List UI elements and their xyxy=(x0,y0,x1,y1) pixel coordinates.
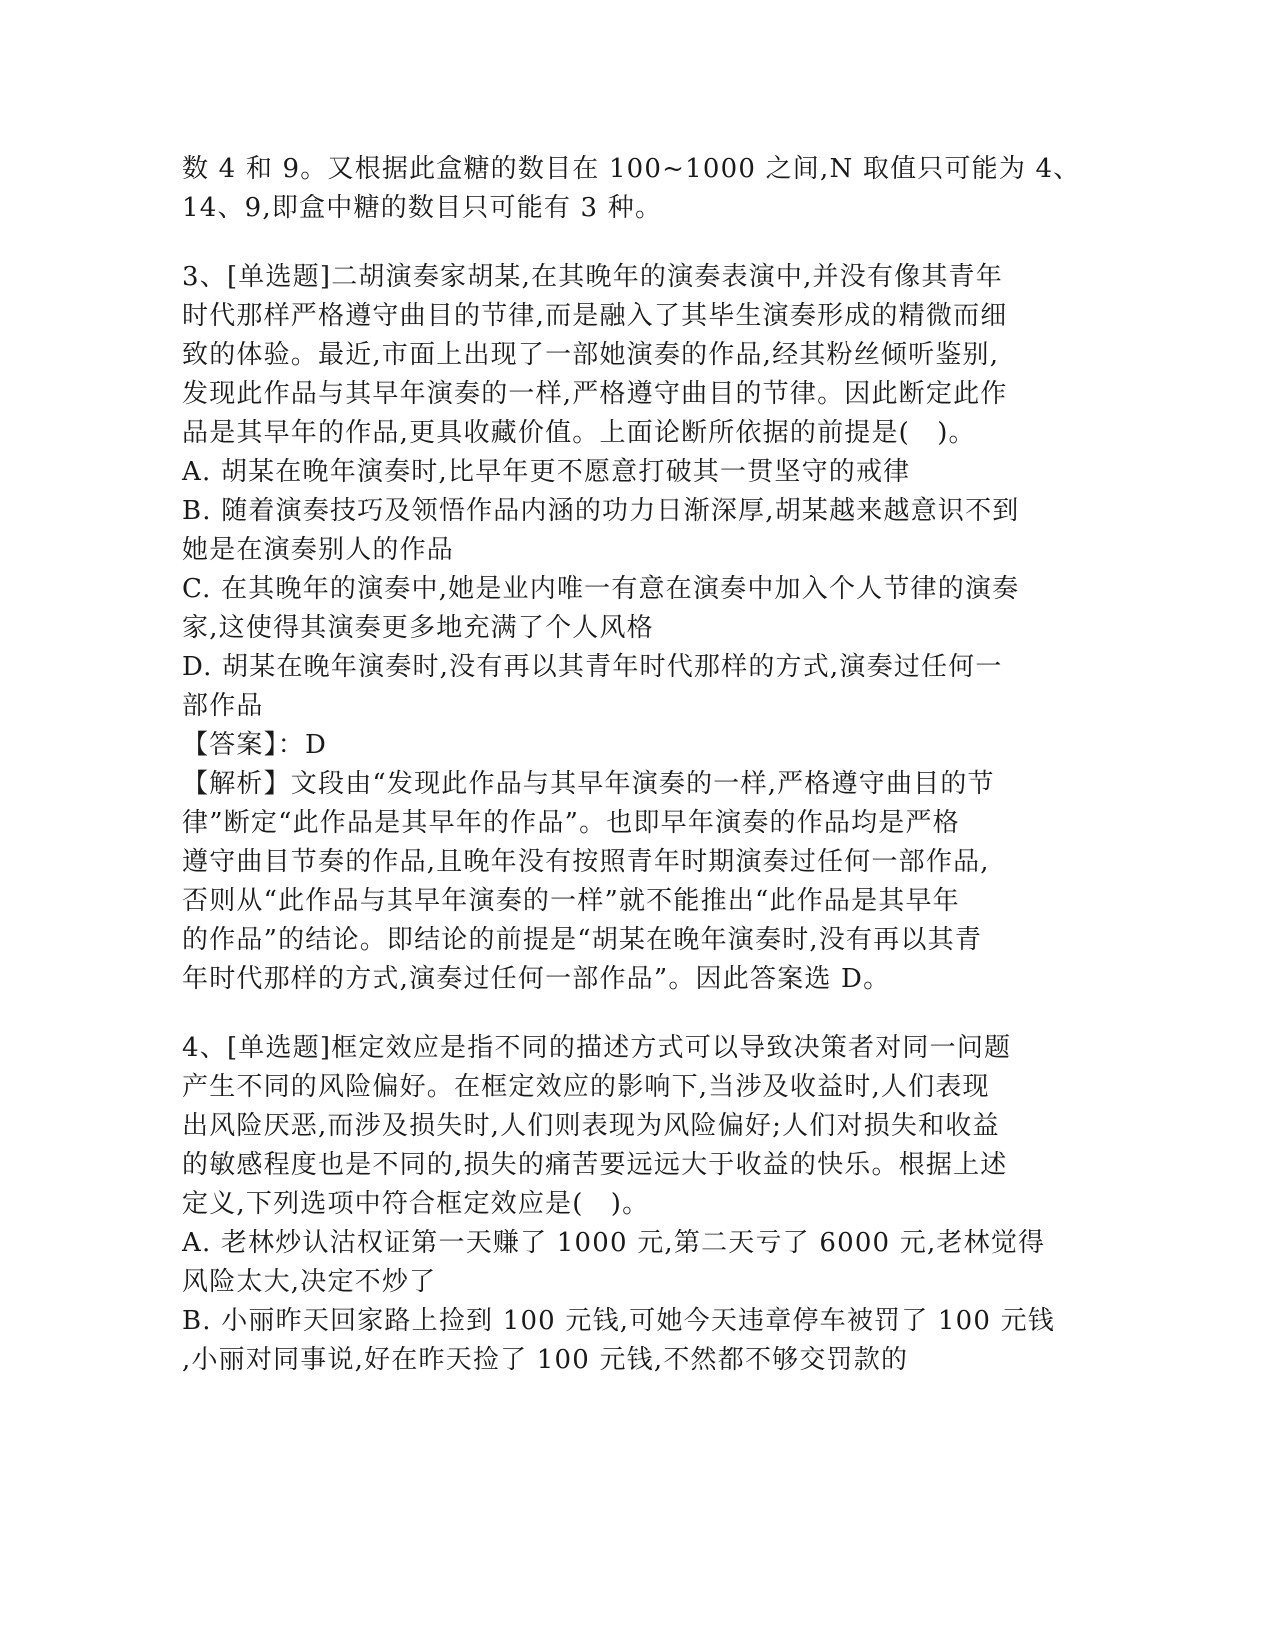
question-3-option-b xyxy=(182,492,1082,570)
option-line: 她是在演奏别人的作品 xyxy=(182,535,455,565)
text-line: 数 4 和 9。又根据此盒糖的数目在 100~1000 之间,N 取值只可能为 4、 xyxy=(182,154,1081,184)
option-line: A. 老林炒认沽权证第一天赚了 1000 元,第二天亏了 6000 元,老林觉得 xyxy=(182,1228,1046,1258)
question-4-stem-line: 产生不同的风险偏好。在框定效应的影响下,当涉及收益时,人们表现 xyxy=(182,1072,990,1102)
question-3-option-a xyxy=(182,453,1082,492)
option-line: 风险太大,决定不炒了 xyxy=(182,1267,437,1297)
question-2-explanation-tail xyxy=(182,150,1082,228)
question-3-stem-line: 品是其早年的作品,更具收藏价值。上面论断所依据的前提是( )。 xyxy=(182,418,976,448)
analysis-line: 否则从“此作品与其早年演奏的一样”就不能推出“此作品是其早年 xyxy=(182,886,960,916)
question-4-stem-line: 出风险厌恶,而涉及损失时,人们则表现为风险偏好;人们对损失和收益 xyxy=(182,1111,1000,1141)
document-page xyxy=(182,150,1082,1380)
question-3-stem-line: 致的体验。最近,市面上出现了一部她演奏的作品,经其粉丝倾听鉴别, xyxy=(182,340,1000,370)
analysis-line: 遵守曲目节奏的作品,且晚年没有按照青年时期演奏过任何一部作品, xyxy=(182,847,990,877)
text-line: 14、9,即盒中糖的数目只可能有 3 种。 xyxy=(182,193,663,223)
analysis-line: 的作品”的结论。即结论的前提是“胡某在晚年演奏时,没有再以其青 xyxy=(182,925,983,955)
question-3-stem-line: 时代那样严格遵守曲目的节律,而是融入了其毕生演奏形成的精微而细 xyxy=(182,301,1008,331)
option-line: A. 胡某在晚年演奏时,比早年更不愿意打破其一贯坚守的戒律 xyxy=(182,457,911,487)
question-3-option-d xyxy=(182,648,1082,726)
option-line: D. 胡某在晚年演奏时,没有再以其青年时代那样的方式,演奏过任何一 xyxy=(182,652,1003,682)
analysis-line: 年时代那样的方式,演奏过任何一部作品”。因此答案选 D。 xyxy=(182,964,891,994)
question-3-stem-line: 发现此作品与其早年演奏的一样,严格遵守曲目的节律。因此断定此作 xyxy=(182,379,1008,409)
question-3-analysis xyxy=(182,765,1082,999)
analysis-line: 律”断定“此作品是其早年的作品”。也即早年演奏的作品均是严格 xyxy=(182,808,960,838)
option-line: B. 随着演奏技巧及领悟作品内涵的功力日渐深厚,胡某越来越意识不到 xyxy=(182,496,1020,526)
question-3-stem xyxy=(182,258,1082,453)
question-4-stem-line: 4、[单选题]框定效应是指不同的描述方式可以导致决策者对同一问题 xyxy=(182,1033,1012,1063)
question-4-option-b xyxy=(182,1302,1082,1380)
question-3-option-c xyxy=(182,570,1082,648)
question-3-stem-line: 3、[单选题]二胡演奏家胡某,在其晚年的演奏表演中,并没有像其青年 xyxy=(182,262,1003,292)
option-line: 部作品 xyxy=(182,691,264,721)
option-line: ,小丽对同事说,好在昨天捡了 100 元钱,不然都不够交罚款的 xyxy=(182,1345,909,1375)
question-4-option-a xyxy=(182,1224,1082,1302)
analysis-line: 【解析】文段由“发现此作品与其早年演奏的一样,严格遵守曲目的节 xyxy=(182,769,995,799)
question-3 xyxy=(182,258,1082,999)
option-line: B. 小丽昨天回家路上捡到 100 元钱,可她今天违章停车被罚了 100 元钱 xyxy=(182,1306,1056,1336)
question-4-stem-line: 定义,下列选项中符合框定效应是( )。 xyxy=(182,1189,650,1219)
question-4-stem-line: 的敏感程度也是不同的,损失的痛苦要远远大于收益的快乐。根据上述 xyxy=(182,1150,1008,1180)
question-4-stem xyxy=(182,1029,1082,1224)
option-line: 家,这使得其演奏更多地充满了个人风格 xyxy=(182,613,654,643)
question-4 xyxy=(182,1029,1082,1380)
option-line: C. 在其晚年的演奏中,她是业内唯一有意在演奏中加入个人节律的演奏 xyxy=(182,574,1020,604)
question-3-answer: 【答案】：D xyxy=(182,730,328,760)
